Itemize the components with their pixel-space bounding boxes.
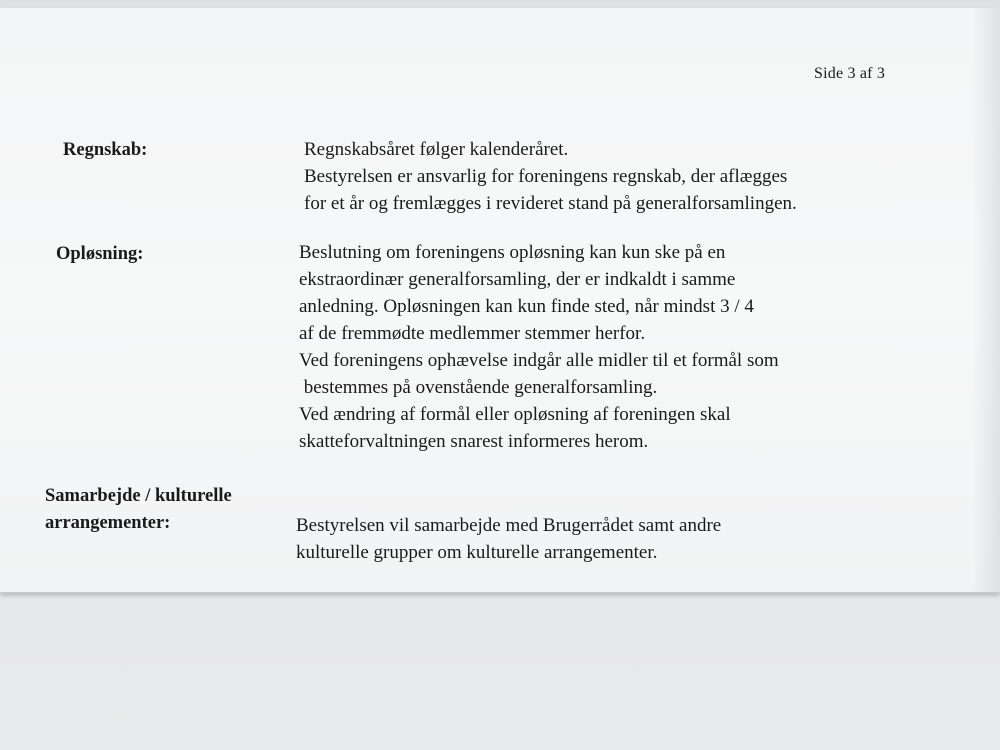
section-body-oplosning — [299, 239, 779, 455]
paragraph-line: skatteforvaltningen snarest informeres herom. — [299, 431, 649, 452]
paragraph-line: kulturelle grupper om kulturelle arrangementer. — [296, 542, 658, 563]
paragraph-line: af de fremmødte medlemmer stemmer herfor. — [299, 323, 646, 344]
paragraph-line: Bestyrelsen er ansvarlig for foreningens regnskab, der aflægges — [304, 166, 788, 187]
paragraph-line: Regnskabsåret følger kalenderåret. — [304, 139, 569, 160]
section-label-oplosning: Opløsning: — [56, 244, 144, 264]
paragraph-line: ekstraordinær generalforsamling, der er indkaldt i samme — [299, 269, 736, 290]
paragraph-line: Ved foreningens ophævelse indgår alle midler til et formål som — [299, 350, 779, 371]
section-body-samarbejde — [296, 512, 721, 566]
paragraph-line: bestemmes på ovenstående generalforsamling. — [299, 377, 658, 398]
section-label-arrangementer: arrangementer: — [45, 513, 171, 533]
document-page — [0, 8, 1000, 593]
paragraph-line: anledning. Opløsningen kan kun finde sted, når mindst 3 / 4 — [299, 296, 754, 317]
paragraph-line: Bestyrelsen vil samarbejde med Brugerrådet samt andre — [296, 515, 722, 536]
paragraph-line: for et år og fremlægges i revideret stand på generalforsamlingen. — [304, 193, 797, 214]
section-body-regnskab — [304, 136, 797, 217]
page-number: Side 3 af 3 — [814, 65, 886, 82]
paragraph-line: Beslutning om foreningens opløsning kan kun ske på en — [299, 242, 726, 263]
section-label-samarbejde: Samarbejde / kulturelle — [45, 486, 232, 506]
section-label-regnskab: Regnskab: — [63, 140, 148, 160]
paragraph-line: Ved ændring af formål eller opløsning af foreningen skal — [299, 404, 731, 425]
